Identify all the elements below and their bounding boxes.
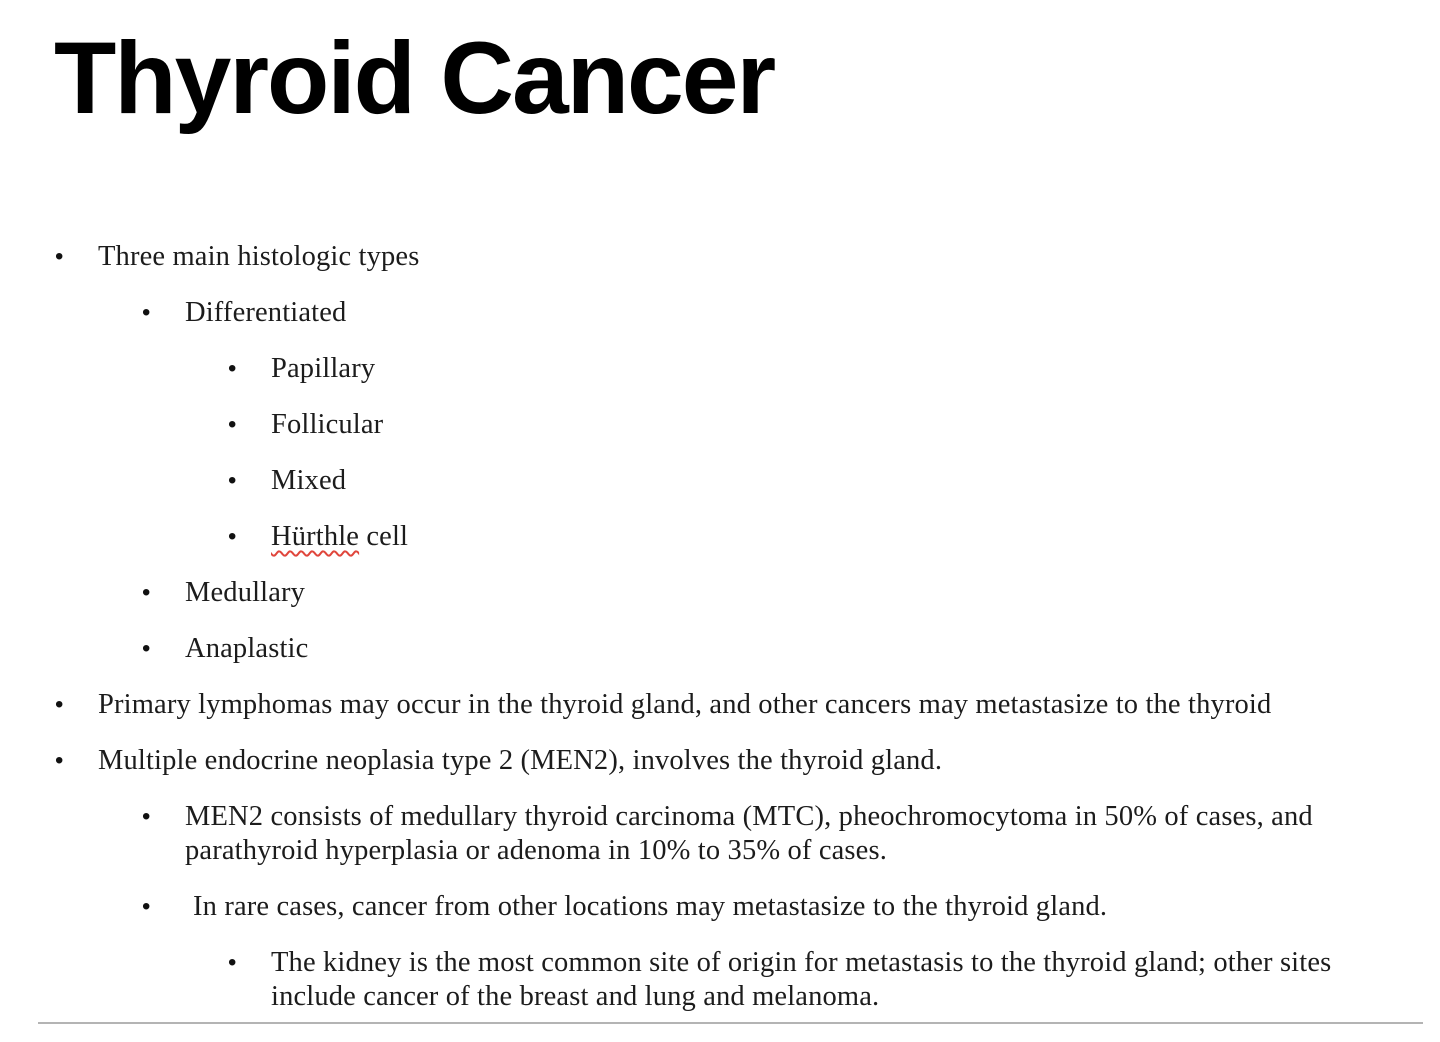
bullet-text-rest: cell (359, 521, 409, 552)
bullet-icon: • (228, 523, 237, 550)
footer-divider (38, 1022, 1423, 1024)
bullet-icon: • (142, 803, 151, 830)
bullet-icon: • (228, 467, 237, 494)
bullet-text: Mixed (271, 465, 347, 496)
bullet-text: In rare cases, cancer from other locations may metastasize to the thyroid gland. (193, 891, 1108, 922)
spellcheck-flagged-word[interactable]: Hürthle (271, 521, 360, 552)
bullet-item-follicular (0, 408, 1440, 442)
bullet-text: Papillary (271, 353, 376, 384)
bullet-item-differentiated (0, 296, 1440, 330)
bullet-text: Follicular (271, 409, 384, 440)
bullet-text: Primary lymphomas may occur in the thyroid gland, and other cancers may metastasize to the thyroid (98, 689, 1272, 720)
bullet-item-rare-metastasis (0, 890, 1440, 924)
bullet-text: Multiple endocrine neoplasia type 2 (MEN2), involves the thyroid gland. (98, 745, 943, 776)
bullet-text: Differentiated (185, 297, 347, 328)
bullet-icon: • (228, 411, 237, 438)
bullet-icon: • (55, 747, 64, 774)
bullet-text: Anaplastic (185, 633, 309, 664)
bullet-item-medullary (0, 576, 1440, 610)
bullet-icon: • (142, 299, 151, 326)
bullet-text (271, 520, 1440, 554)
bullet-text: MEN2 consists of medullary thyroid carcinoma (MTC), pheochromocytoma in 50% of cases, and parathyroid hyperplasia or adenoma in 10% to 35% of cases. (185, 801, 1313, 866)
bullet-item-histologic-types (0, 240, 1440, 274)
bullet-item-hurthle-cell (0, 520, 1440, 554)
bullet-icon: • (142, 635, 151, 662)
bullet-item-mixed (0, 464, 1440, 498)
slide-title: Thyroid Cancer (54, 21, 775, 135)
bullet-text: The kidney is the most common site of origin for metastasis to the thyroid gland; other sites include cancer of the breast and lung and melanoma. (271, 947, 1332, 1012)
bullet-text: Three main histologic types (98, 241, 420, 272)
bullet-item-primary-lymphomas (0, 688, 1440, 722)
bullet-item-kidney-origin (0, 946, 1440, 1014)
bullet-text: Medullary (185, 577, 306, 608)
bullet-item-anaplastic (0, 632, 1440, 666)
bullet-icon: • (228, 949, 237, 976)
bullet-list (0, 240, 1440, 1036)
bullet-icon: • (55, 243, 64, 270)
bullet-item-papillary (0, 352, 1440, 386)
bullet-item-men2-components (0, 800, 1440, 868)
bullet-icon: • (142, 579, 151, 606)
bullet-icon: • (228, 355, 237, 382)
bullet-item-men2 (0, 744, 1440, 778)
bullet-icon: • (142, 893, 151, 920)
bullet-icon: • (55, 691, 64, 718)
